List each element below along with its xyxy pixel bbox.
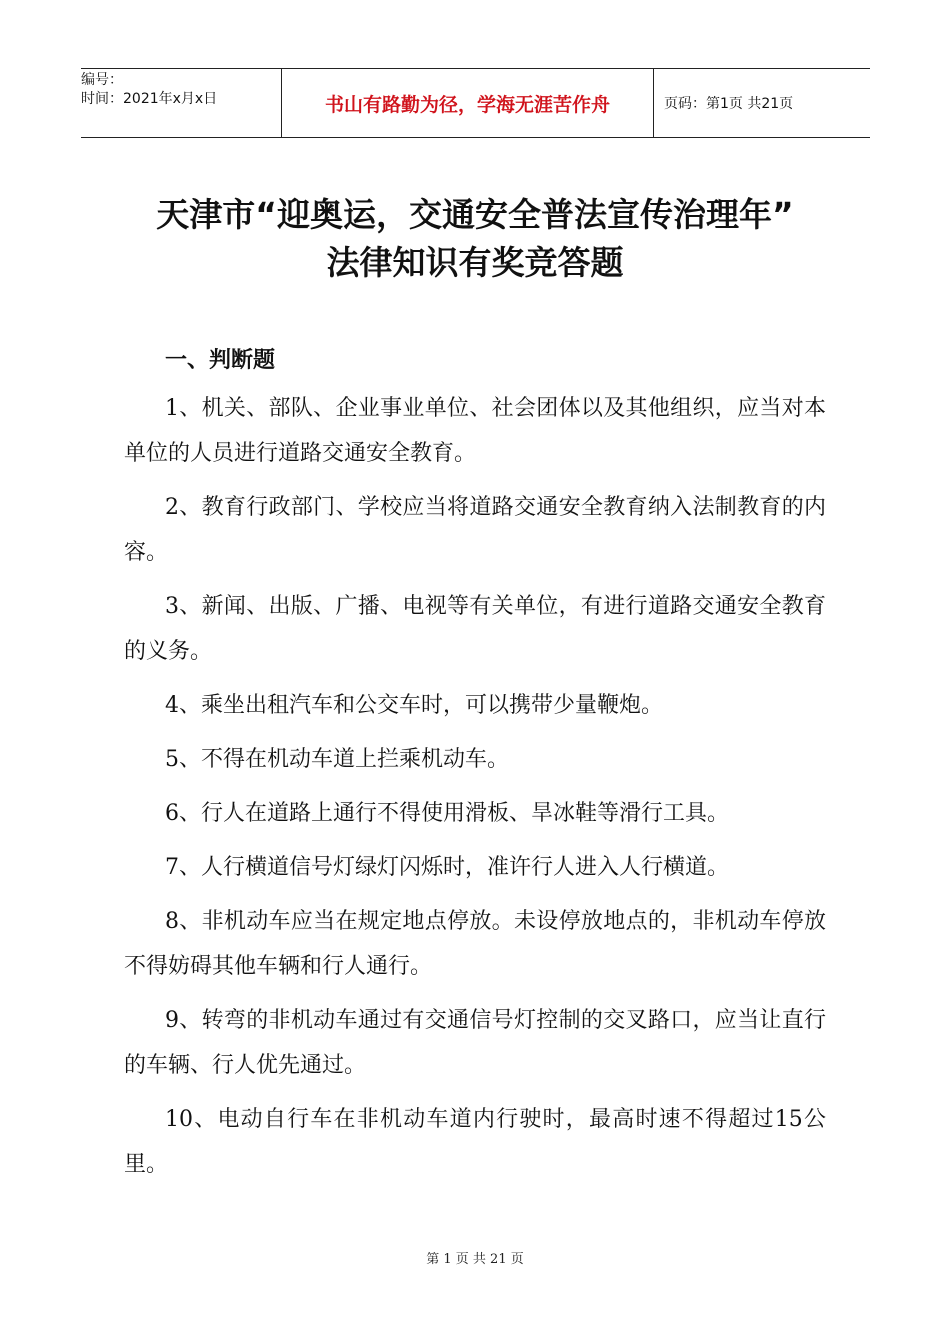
header-page-info: 页码：第1页 共21页 (664, 96, 794, 112)
time-label: 时间：2021年x月x日 (81, 91, 218, 107)
question-item: 4、乘坐出租汽车和公交车时，可以携带少量鞭炮。 (165, 693, 663, 718)
document-title-line2: 法律知识有奖竞答题 (326, 243, 624, 282)
number-label: 编号： (81, 72, 123, 88)
question-list (124, 386, 826, 1196)
question-item: 2、教育行政部门、学校应当将道路交通安全教育纳入法制教育的内容。 (124, 495, 826, 565)
question-item: 8、非机动车应当在规定地点停放。未设停放地点的，非机动车停放不得妨碍其他车辆和行人通行。 (124, 909, 826, 979)
section-heading: 一、判断题 (165, 348, 276, 373)
header-motto: 书山有路勤为径，学海无涯苦作舟 (281, 69, 654, 137)
question-item: 1、机关、部队、企业事业单位、社会团体以及其他组织，应当对本单位的人员进行道路交通安全教育。 (124, 396, 826, 466)
question-item: 5、不得在机动车道上拦乘机动车。 (165, 747, 509, 772)
document-title-line1: 天津市“迎奥运，交通安全普法宣传治理年” (156, 195, 794, 234)
page-footer: 第 1 页 共 21 页 (426, 1252, 524, 1267)
question-item: 9、转弯的非机动车通过有交通信号灯控制的交叉路口，应当让直行的车辆、行人优先通过。 (124, 1008, 826, 1078)
question-item: 3、新闻、出版、广播、电视等有关单位，有进行道路交通安全教育的义务。 (124, 594, 826, 664)
question-item: 7、人行横道信号灯绿灯闪烁时，准许行人进入人行横道。 (165, 855, 729, 880)
header-meta (81, 69, 281, 137)
question-item: 10、电动自行车在非机动车道内行驶时，最高时速不得超过15公里。 (124, 1107, 826, 1177)
question-item: 6、行人在道路上通行不得使用滑板、旱冰鞋等滑行工具。 (165, 801, 729, 826)
header-table (81, 68, 870, 138)
